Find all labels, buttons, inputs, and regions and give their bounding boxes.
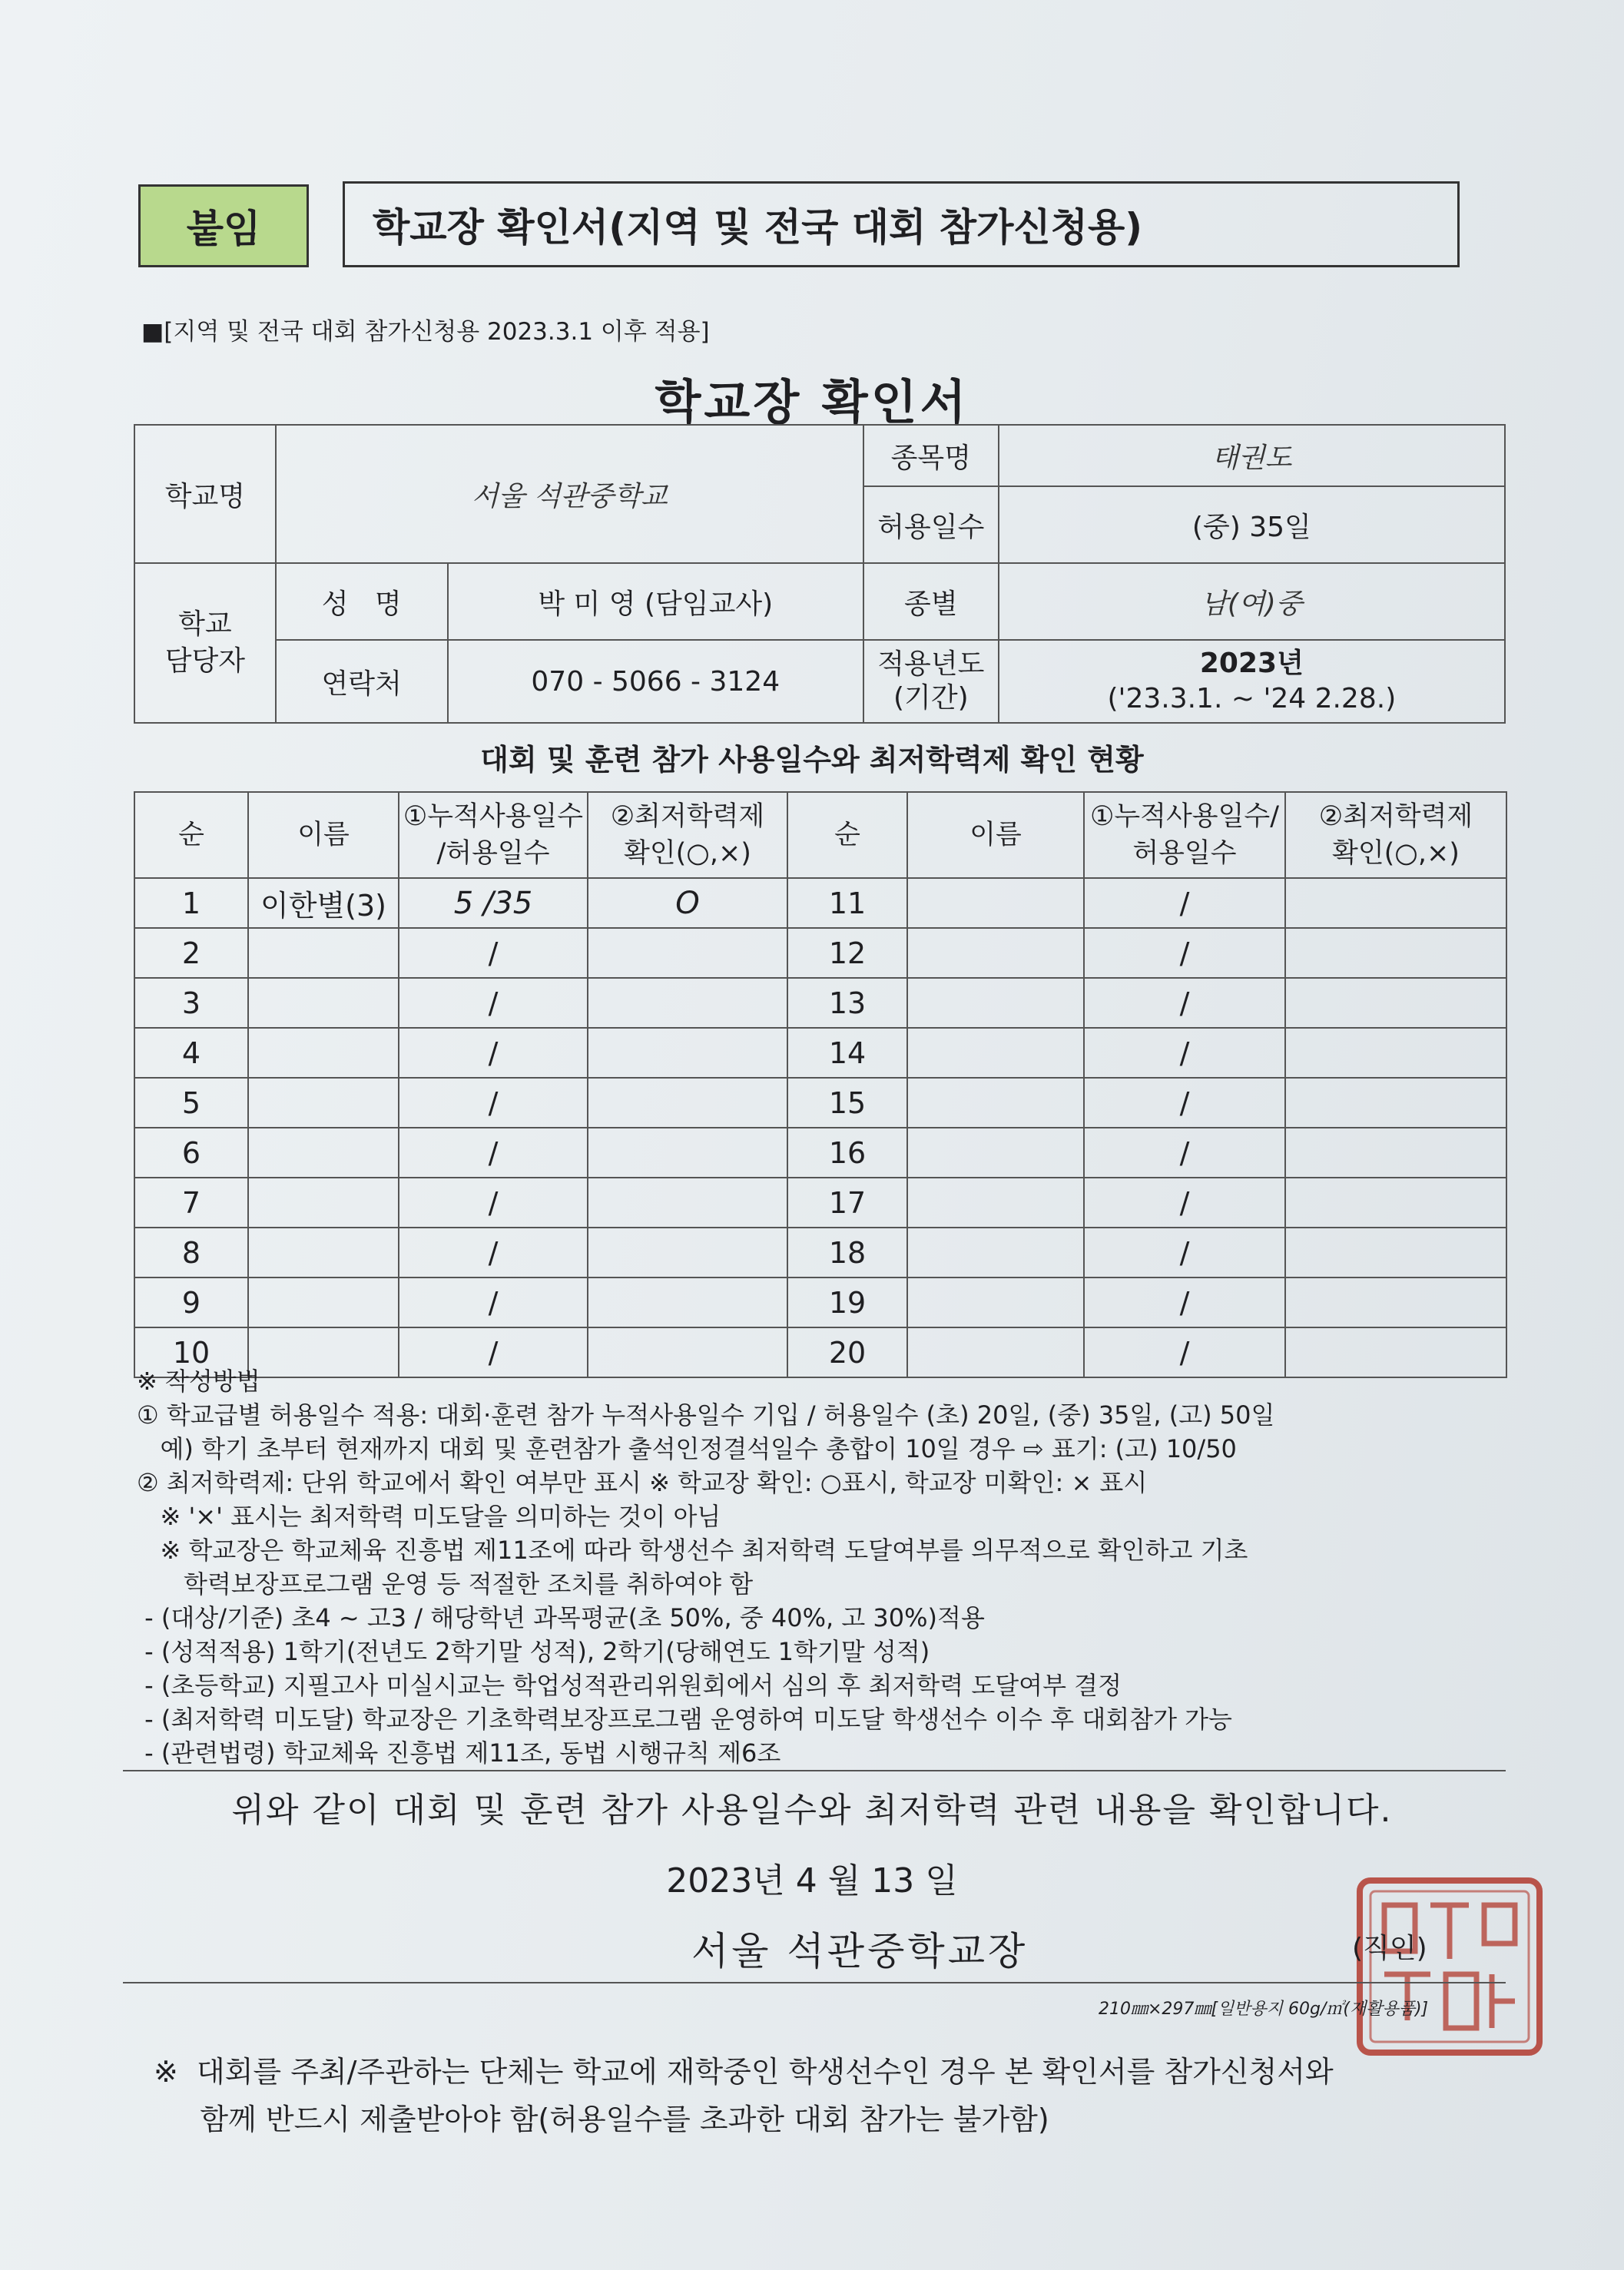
used-allowed-days: / [1084, 1327, 1285, 1377]
used-allowed-days: / [1084, 928, 1285, 978]
participation-table [134, 791, 1507, 1378]
used-allowed-days: / [1084, 1028, 1285, 1078]
min-academic-check [1285, 1128, 1506, 1178]
min-academic-check [1285, 1277, 1506, 1327]
used-allowed-days: / [399, 978, 588, 1028]
used-allowed-days: / [1084, 1228, 1285, 1277]
guide-line: ※ '×' 표시는 최저학력 미도달을 의미하는 것이 아님 [137, 1502, 721, 1531]
used-allowed-days: / [1084, 978, 1285, 1028]
student-name [907, 1228, 1084, 1277]
min-academic-check [1285, 1028, 1506, 1078]
period-value: ('23.3.1. ~ '24 2.28.) [1107, 683, 1397, 714]
student-name [907, 1128, 1084, 1178]
student-name [907, 878, 1084, 928]
min-academic-check [588, 1028, 787, 1078]
gender-label: 종별 [863, 563, 999, 640]
used-allowed-days: / [1084, 1178, 1285, 1228]
table-row [134, 1277, 1506, 1327]
confirmation-statement: 위와 같이 대회 및 훈련 참가 사용일수와 최저학력 관련 내용을 확인합니다. [231, 1791, 1393, 1830]
row-number: 9 [134, 1277, 248, 1327]
min-academic-check [1285, 1178, 1506, 1228]
row-number: 5 [134, 1078, 248, 1128]
col-name-left: 이름 [248, 792, 399, 878]
footnote-line: ※ 대회를 주최/주관하는 단체는 학교에 재학중인 학생선수인 경우 본 확인서를 참가신청서와 [154, 2055, 1334, 2089]
min-academic-check: O [588, 878, 787, 928]
used-allowed-days: / [399, 928, 588, 978]
guide-line: ① 학교급별 허용일수 적용: 대회·훈련 참가 누적사용일수 기입 / 허용일수 (초) 20일, (중) 35일, (고) 50일 [137, 1400, 1275, 1430]
used-allowed-days: / [399, 1327, 588, 1377]
guide-line: - (대상/기준) 초4 ~ 고3 / 해당학년 과목평균(초 50%, 중 40%, 고 30%)적용 [137, 1603, 985, 1632]
submission-footnote [154, 2048, 1334, 2143]
section-title: 대회 및 훈련 참가 사용일수와 최저학력제 확인 현황 [480, 743, 1144, 777]
guide-line: ② 최저학력제: 단위 학교에서 확인 여부만 표시 ※ 학교장 확인: ○표시, 학교장 미확인: × 표시 [137, 1468, 1148, 1497]
min-academic-check [1285, 878, 1506, 928]
row-number: 7 [134, 1178, 248, 1228]
seal-label: (직인) [1352, 1933, 1427, 1964]
row-number: 1 [134, 878, 248, 928]
table-row [134, 928, 1506, 978]
year-label: 적용년도 (기간) [863, 640, 999, 723]
guide-line: ※ 학교장은 학교체육 진흥법 제11조에 따라 학생선수 최저학력 도달여부를 의무적으로 확인하고 기초 [137, 1536, 1248, 1565]
used-allowed-days: / [1084, 878, 1285, 928]
school-name-label: 학교명 [134, 425, 276, 563]
used-allowed-days: / [399, 1277, 588, 1327]
min-academic-check [588, 1078, 787, 1128]
student-name [907, 1277, 1084, 1327]
student-name [248, 1228, 399, 1277]
event-value: 태권도 [999, 425, 1505, 486]
guide-line: - (초등학교) 지필고사 미실시교는 학업성적관리위원회에서 심의 후 최저학력 도달여부 결정 [137, 1671, 1122, 1700]
student-name [248, 1178, 399, 1228]
student-name [907, 1028, 1084, 1078]
min-academic-check [588, 1277, 787, 1327]
col-check-right: ②최저학력제 확인(○,×) [1285, 792, 1506, 878]
min-academic-check [588, 1228, 787, 1277]
guide-line: - (최저학력 미도달) 학교장은 기초학력보장프로그램 운영하여 미도달 학생선수 이수 후 대회참가 가능 [137, 1705, 1232, 1734]
min-academic-check [588, 1178, 787, 1228]
student-name [907, 928, 1084, 978]
year-value: 2023년 [1199, 648, 1304, 679]
used-allowed-days: / [399, 1128, 588, 1178]
min-academic-check [1285, 928, 1506, 978]
school-name-value: 서울 석관중학교 [276, 425, 863, 563]
allowed-days-value: (중) 35일 [999, 486, 1505, 563]
manager-label: 학교 담당자 [134, 563, 276, 723]
min-academic-check [1285, 1078, 1506, 1128]
row-number: 2 [134, 928, 248, 978]
paper-spec: 210㎜×297㎜[일반용지 60g/㎡(재활용품)] [1099, 2000, 1429, 2019]
divider [123, 1770, 1506, 1771]
name-label: 성 명 [276, 563, 448, 640]
student-name [248, 978, 399, 1028]
student-name [248, 1078, 399, 1128]
applicability-note: ■[지역 및 전국 대회 참가신청용 2023.3.1 이후 적용] [141, 318, 710, 346]
table-row [134, 878, 1506, 928]
row-number: 13 [787, 978, 907, 1028]
row-number: 8 [134, 1228, 248, 1277]
min-academic-check [588, 1128, 787, 1178]
guide-line: - (관련법령) 학교체육 진흥법 제11조, 동법 시행규칙 제6조 [137, 1738, 781, 1768]
event-label: 종목명 [863, 425, 999, 486]
guide-line: 예) 학기 초부터 현재까지 대회 및 훈련참가 출석인정결석일수 총합이 10일 경우 ⇨ 표기: (고) 10/50 [137, 1434, 1237, 1463]
table-row [134, 1028, 1506, 1078]
col-days-left: ①누적사용일수 /허용일수 [399, 792, 588, 878]
row-number: 17 [787, 1178, 907, 1228]
row-number: 10 [134, 1327, 248, 1377]
col-check-left: ②최저학력제 확인(○,×) [588, 792, 787, 878]
guide-line: 학력보장프로그램 운영 등 적절한 조치를 취하여야 함 [137, 1569, 754, 1599]
used-allowed-days: / [399, 1028, 588, 1078]
row-number: 19 [787, 1277, 907, 1327]
row-number: 20 [787, 1327, 907, 1377]
used-allowed-days: 5 /35 [399, 878, 588, 928]
min-academic-check [588, 928, 787, 978]
used-allowed-days: / [1084, 1128, 1285, 1178]
row-number: 16 [787, 1128, 907, 1178]
min-academic-check [1285, 978, 1506, 1028]
row-number: 11 [787, 878, 907, 928]
table-row [134, 1128, 1506, 1178]
used-allowed-days: / [1084, 1277, 1285, 1327]
contact-value: 070 - 5066 - 3124 [448, 640, 863, 723]
footnote-line: 함께 반드시 제출받아야 함(허용일수를 초과한 대회 참가는 불가함) [154, 2103, 1049, 2136]
student-name: 이한별(3) [248, 878, 399, 928]
attachment-badge: 붙임 [138, 184, 309, 267]
student-name [907, 978, 1084, 1028]
row-number: 18 [787, 1228, 907, 1277]
gender-value: 남(여)중 [999, 563, 1505, 640]
student-name [907, 1178, 1084, 1228]
row-number: 14 [787, 1028, 907, 1078]
student-name [248, 1128, 399, 1178]
row-number: 6 [134, 1128, 248, 1178]
row-number: 4 [134, 1028, 248, 1078]
allowed-days-label: 허용일수 [863, 486, 999, 563]
info-table [134, 424, 1506, 724]
table-row [134, 1078, 1506, 1128]
student-name [248, 1277, 399, 1327]
year-cell [999, 640, 1505, 723]
row-number: 3 [134, 978, 248, 1028]
col-no-right: 순 [787, 792, 907, 878]
footer-divider [123, 1982, 1506, 1983]
min-academic-check [588, 978, 787, 1028]
col-no-left: 순 [134, 792, 248, 878]
min-academic-check [1285, 1228, 1506, 1277]
guide-line: ※ 작성방법 [137, 1367, 260, 1396]
row-number: 15 [787, 1078, 907, 1128]
student-name [248, 1028, 399, 1078]
guide-line: - (성적적용) 1학기(전년도 2학기말 성적), 2학기(당해연도 1학기말 성적) [137, 1637, 930, 1666]
table-row [134, 1178, 1506, 1228]
principal-name: 서울 석관중학교장 [691, 1929, 1029, 1973]
writing-guide [137, 1364, 1512, 1770]
document-title: 학교장 확인서 [655, 374, 969, 430]
contact-label: 연락처 [276, 640, 448, 723]
official-seal-stamp [1354, 1874, 1546, 2059]
col-days-right: ①누적사용일수/ 허용일수 [1084, 792, 1285, 878]
used-allowed-days: / [399, 1178, 588, 1228]
name-value: 박 미 영 (담임교사) [448, 563, 863, 640]
used-allowed-days: / [1084, 1078, 1285, 1128]
row-number: 12 [787, 928, 907, 978]
col-name-right: 이름 [907, 792, 1084, 878]
student-name [248, 928, 399, 978]
header-title: 학교장 확인서(지역 및 전국 대회 참가신청용) [343, 181, 1460, 267]
confirmation-date: 2023년 4 월 13 일 [666, 1861, 958, 1901]
table-row [134, 1228, 1506, 1277]
student-name [907, 1078, 1084, 1128]
used-allowed-days: / [399, 1228, 588, 1277]
used-allowed-days: / [399, 1078, 588, 1128]
table-row [134, 978, 1506, 1028]
